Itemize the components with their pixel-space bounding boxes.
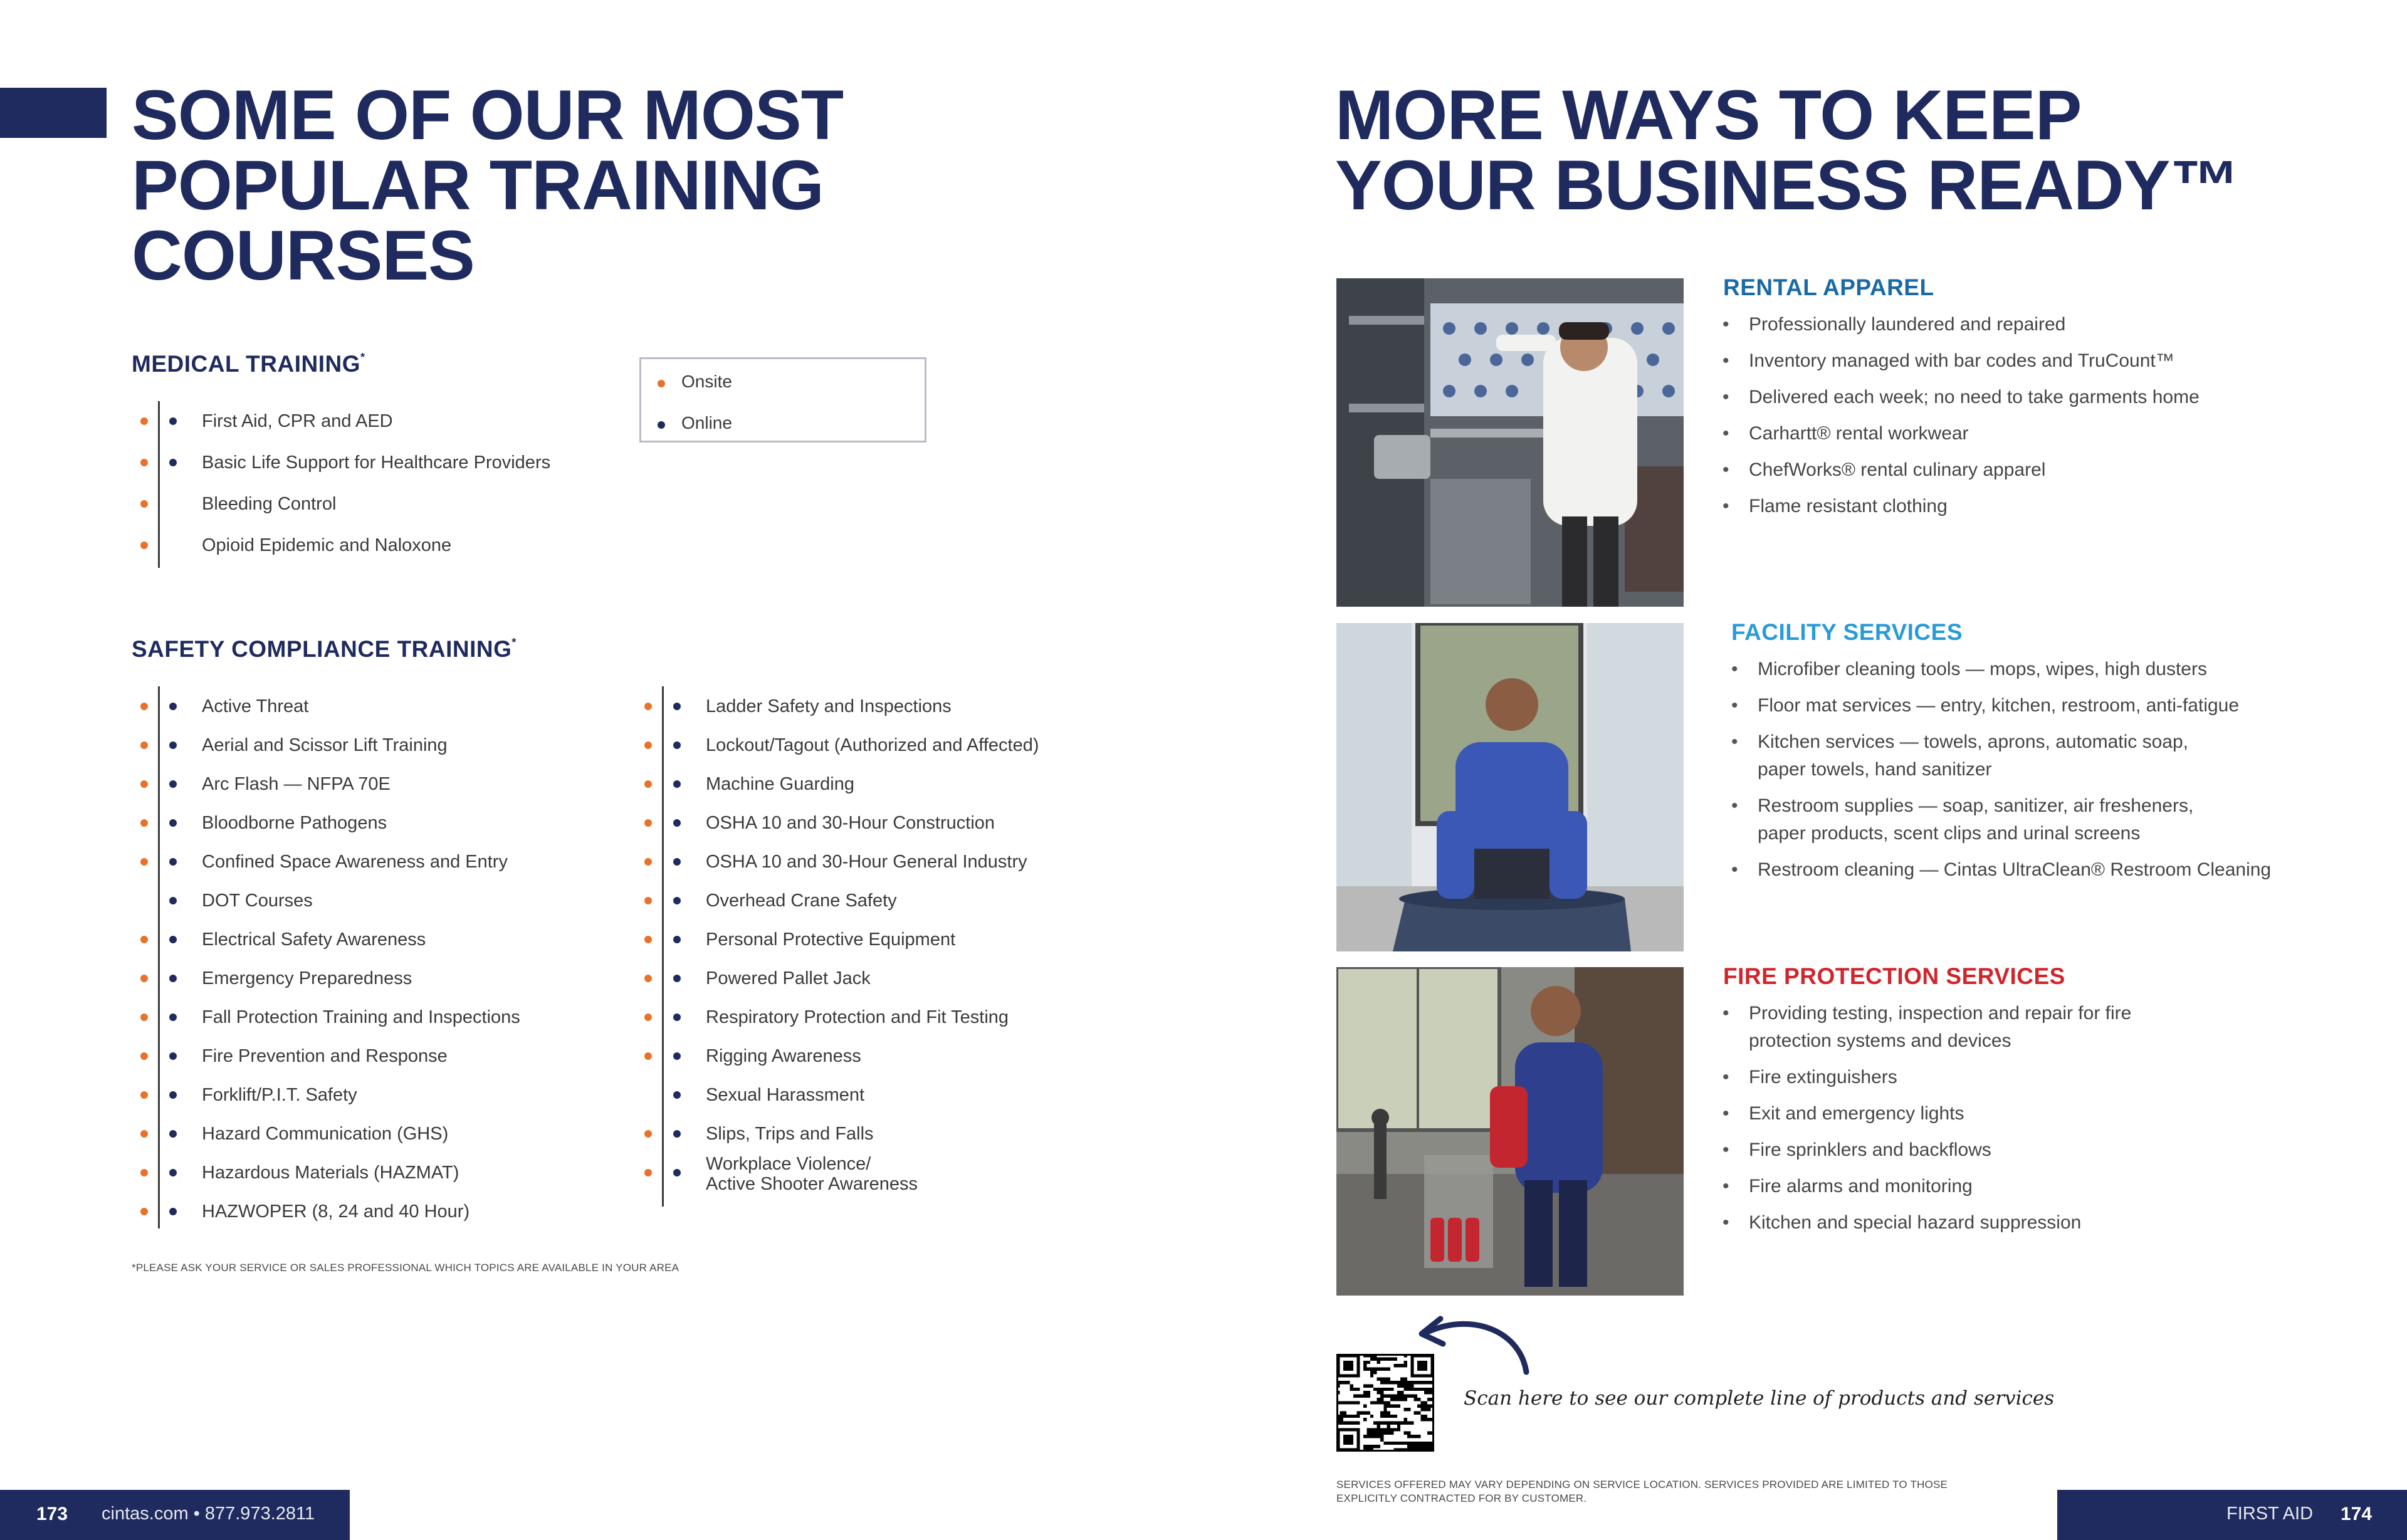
course-item-label: Lockout/Tagout (Authorized and Affected) <box>706 735 1039 755</box>
course-item <box>202 1163 459 1183</box>
online-dot-icon <box>169 417 177 425</box>
course-item <box>202 968 412 988</box>
service-item: • Providing testing, inspection and repair for fire <box>1749 1000 2131 1027</box>
course-item <box>202 930 426 950</box>
online-dot-icon <box>658 421 665 429</box>
onsite-dot-icon <box>644 780 652 788</box>
legend-onsite <box>658 372 732 392</box>
course-item-label: Powered Pallet Jack <box>706 968 871 988</box>
course-item-label: OSHA 10 and 30-Hour Construction <box>706 813 995 833</box>
legend-online-label: Online <box>681 413 732 432</box>
onsite-dot-icon <box>140 858 148 866</box>
course-item-label-line-2: Active Shooter Awareness <box>706 1174 918 1194</box>
course-item <box>202 1124 448 1144</box>
service-item: • Restroom supplies — soap, sanitizer, air fresheners, <box>1758 792 2193 820</box>
medical-title-asterisk: * <box>360 351 365 364</box>
course-item-label: Bleeding Control <box>202 494 337 514</box>
online-dot-icon <box>673 1052 681 1060</box>
onsite-dot-icon <box>644 703 652 710</box>
onsite-dot-icon <box>644 858 652 866</box>
online-dot-icon <box>169 1014 177 1021</box>
right-headline-line-2: YOUR BUSINESS READY™ <box>1335 146 2240 224</box>
fire-extinguisher-technician-photo <box>1336 967 1684 1296</box>
rental-apparel-title: RENTAL APPAREL <box>1723 275 1934 300</box>
course-item-label: DOT Courses <box>202 891 313 911</box>
online-dot-icon <box>673 858 681 866</box>
onsite-dot-icon <box>644 1014 652 1021</box>
medical-training-title-text: MEDICAL TRAINING <box>132 351 360 377</box>
online-dot-icon <box>169 1208 177 1215</box>
course-item-label: Machine Guarding <box>706 774 854 794</box>
onsite-dot-icon <box>140 417 148 425</box>
online-dot-icon <box>169 897 177 904</box>
course-item <box>202 453 550 473</box>
course-item <box>202 852 508 872</box>
course-item <box>706 735 1039 755</box>
online-dot-icon <box>673 703 681 710</box>
service-item: • Kitchen and special hazard suppression <box>1749 1209 2081 1237</box>
course-list-divider <box>158 401 160 568</box>
online-dot-icon <box>169 703 177 710</box>
onsite-dot-icon <box>644 936 652 943</box>
service-item: • Floor mat services — entry, kitchen, restroom, anti-fatigue <box>1758 692 2239 720</box>
course-item-label: Hazard Communication (GHS) <box>202 1124 449 1144</box>
course-item <box>706 1007 1009 1027</box>
course-item-label: Workplace Violence/ <box>706 1154 871 1174</box>
course-item-label: Respiratory Protection and Fit Testing <box>706 1007 1009 1027</box>
onsite-dot-icon <box>644 975 652 982</box>
service-item: • Fire alarms and monitoring <box>1749 1173 1973 1200</box>
course-item <box>202 735 448 755</box>
service-item: • Inventory managed with bar codes and TruCount™ <box>1749 347 2174 375</box>
online-dot-icon <box>673 936 681 943</box>
course-item <box>706 1154 918 1194</box>
course-item <box>706 891 897 911</box>
service-item: • Fire sprinklers and backflows <box>1749 1136 1991 1164</box>
online-dot-icon <box>169 819 177 827</box>
onsite-dot-icon <box>140 819 148 827</box>
left-footer <box>0 1490 350 1540</box>
safety-training-title <box>132 636 517 663</box>
online-dot-icon <box>169 936 177 943</box>
course-item <box>202 891 313 911</box>
online-dot-icon <box>673 780 681 788</box>
left-page-number: 173 <box>36 1504 68 1524</box>
service-item: • Delivered each week; no need to take garments home <box>1749 384 2200 411</box>
service-item: • ChefWorks® rental culinary apparel <box>1749 456 2045 484</box>
disclaimer-line-2: EXPLICITLY CONTRACTED FOR BY CUSTOMER. <box>1336 1492 1587 1504</box>
online-dot-icon <box>169 741 177 749</box>
online-dot-icon <box>673 819 681 827</box>
course-list-divider <box>662 686 664 1207</box>
legend-online <box>658 413 732 433</box>
online-dot-icon <box>673 1130 681 1138</box>
course-item-label: Personal Protective Equipment <box>706 930 956 950</box>
onsite-dot-icon <box>644 897 652 904</box>
online-dot-icon <box>169 1130 177 1138</box>
course-item-label: Fire Prevention and Response <box>202 1046 448 1066</box>
course-item <box>706 930 955 950</box>
course-item <box>706 1046 861 1066</box>
safety-training-title-text: SAFETY COMPLIANCE TRAINING <box>132 636 512 662</box>
online-dot-icon <box>673 1014 681 1021</box>
onsite-dot-icon <box>644 1130 652 1138</box>
course-item-label: Bloodborne Pathogens <box>202 813 387 833</box>
delivery-legend <box>639 357 926 443</box>
course-item <box>202 1202 469 1222</box>
service-item: • Carhartt® rental workwear <box>1749 420 1969 448</box>
online-dot-icon <box>169 459 177 466</box>
course-item <box>202 411 393 431</box>
curved-arrow-icon <box>1392 1306 1542 1381</box>
course-item-label: Electrical Safety Awareness <box>202 930 426 950</box>
online-dot-icon <box>169 1169 177 1176</box>
course-item <box>706 813 995 833</box>
onsite-dot-icon <box>140 500 148 508</box>
service-item: paper towels, hand sanitizer <box>1758 759 1992 780</box>
course-item <box>202 696 308 716</box>
course-item <box>706 968 871 988</box>
onsite-dot-icon <box>140 703 148 710</box>
course-item <box>202 1007 520 1027</box>
course-item-label: Hazardous Materials (HAZMAT) <box>202 1163 459 1183</box>
right-page-number: 174 <box>2341 1504 2373 1524</box>
course-item <box>202 774 391 794</box>
service-item: • Fire extinguishers <box>1749 1064 1897 1091</box>
course-item-label: Emergency Preparedness <box>202 968 412 988</box>
service-item: paper products, scent clips and urinal screens <box>1758 823 2141 844</box>
course-item-label: Forklift/P.I.T. Safety <box>202 1085 357 1105</box>
medical-training-title <box>132 351 365 377</box>
floor-mat-technician-photo <box>1336 623 1684 951</box>
course-item <box>202 1085 357 1105</box>
course-item-label: Sexual Harassment <box>706 1085 865 1105</box>
disclaimer-line-1: SERVICES OFFERED MAY VARY DEPENDING ON SERVICE LOCATION. SERVICES PROVIDED ARE LIMITED TO THOSE <box>1336 1479 1948 1490</box>
accent-bar <box>0 88 107 138</box>
course-item <box>706 774 854 794</box>
qr-scan-caption: Scan here to see our complete line of products and services <box>1464 1387 2055 1410</box>
right-headline-line-1: MORE WAYS TO KEEP <box>1335 76 2082 154</box>
online-dot-icon <box>169 780 177 788</box>
onsite-dot-icon <box>140 1052 148 1060</box>
online-dot-icon <box>673 1091 681 1099</box>
service-item: protection systems and devices <box>1749 1030 2011 1051</box>
course-item-label: First Aid, CPR and AED <box>202 411 393 431</box>
service-item: • Professionally laundered and repaired <box>1749 311 2065 338</box>
course-item <box>706 1124 874 1144</box>
onsite-dot-icon <box>140 741 148 749</box>
left-headline-line-1: SOME OF OUR MOST <box>132 76 844 154</box>
course-availability-footnote: *PLEASE ASK YOUR SERVICE OR SALES PROFESSIONAL WHICH TOPICS ARE AVAILABLE IN YOUR AREA <box>132 1262 679 1274</box>
service-item: • Kitchen services — towels, aprons, automatic soap, <box>1758 728 2188 756</box>
course-item <box>706 696 952 716</box>
course-item <box>202 535 451 555</box>
onsite-dot-icon <box>140 1091 148 1099</box>
onsite-dot-icon <box>140 459 148 466</box>
course-item <box>202 494 336 514</box>
course-item-label: Rigging Awareness <box>706 1046 861 1066</box>
course-item-label: Slips, Trips and Falls <box>706 1124 874 1144</box>
onsite-dot-icon <box>140 542 148 549</box>
legend-onsite-label: Onsite <box>681 372 732 391</box>
left-headline <box>132 76 844 295</box>
onsite-dot-icon <box>140 975 148 982</box>
service-item: • Restroom cleaning — Cintas UltraClean® Restroom Cleaning <box>1758 856 2271 884</box>
onsite-dot-icon <box>140 936 148 943</box>
onsite-dot-icon <box>140 1169 148 1176</box>
online-dot-icon <box>673 897 681 904</box>
service-item: • Microfiber cleaning tools — mops, wipes, high dusters <box>1758 656 2207 683</box>
course-item-label: Overhead Crane Safety <box>706 891 897 911</box>
onsite-dot-icon <box>140 1130 148 1138</box>
onsite-dot-icon <box>644 1169 652 1176</box>
course-item <box>202 1046 448 1066</box>
course-item-label: OSHA 10 and 30-Hour General Industry <box>706 852 1027 872</box>
service-disclaimer <box>1336 1478 1948 1506</box>
service-item: • Exit and emergency lights <box>1749 1100 1964 1128</box>
course-item-label: Aerial and Scissor Lift Training <box>202 735 448 755</box>
chef-kitchen-photo <box>1336 278 1684 607</box>
onsite-dot-icon <box>140 1014 148 1021</box>
course-item-label: Fall Protection Training and Inspections <box>202 1007 520 1027</box>
onsite-dot-icon <box>644 741 652 749</box>
left-headline-line-2: POPULAR TRAINING <box>132 146 824 224</box>
onsite-dot-icon <box>140 1208 148 1215</box>
service-item: • Flame resistant clothing <box>1749 493 1948 520</box>
course-list-divider <box>158 686 160 1228</box>
onsite-dot-icon <box>644 1052 652 1060</box>
course-item <box>202 813 387 833</box>
right-footer <box>2057 1490 2407 1540</box>
online-dot-icon <box>673 741 681 749</box>
onsite-dot-icon <box>140 780 148 788</box>
online-dot-icon <box>673 1169 681 1176</box>
course-item-label: Basic Life Support for Healthcare Providers <box>202 453 551 473</box>
course-item-label: Confined Space Awareness and Entry <box>202 852 508 872</box>
course-item-label: HAZWOPER (8, 24 and 40 Hour) <box>202 1202 470 1222</box>
course-item <box>706 852 1027 872</box>
course-item-label: Opioid Epidemic and Naloxone <box>202 535 452 555</box>
online-dot-icon <box>169 1052 177 1060</box>
onsite-dot-icon <box>644 819 652 827</box>
course-item-label: Active Threat <box>202 696 309 716</box>
onsite-dot-icon <box>658 380 665 387</box>
facility-services-title: FACILITY SERVICES <box>1731 619 1963 645</box>
safety-title-asterisk: * <box>511 636 517 649</box>
course-item-label: Ladder Safety and Inspections <box>706 696 952 716</box>
online-dot-icon <box>169 975 177 982</box>
online-dot-icon <box>673 975 681 982</box>
course-item <box>706 1085 864 1105</box>
online-dot-icon <box>169 858 177 866</box>
course-item-label: Arc Flash — NFPA 70E <box>202 774 391 794</box>
section-label: FIRST AID <box>2226 1504 2314 1524</box>
right-headline <box>1335 76 2240 224</box>
fire-protection-title: FIRE PROTECTION SERVICES <box>1723 963 2065 989</box>
contact-info[interactable]: cintas.com • 877.973.2811 <box>102 1504 315 1524</box>
online-dot-icon <box>169 1091 177 1099</box>
left-headline-line-3: COURSES <box>132 216 475 295</box>
